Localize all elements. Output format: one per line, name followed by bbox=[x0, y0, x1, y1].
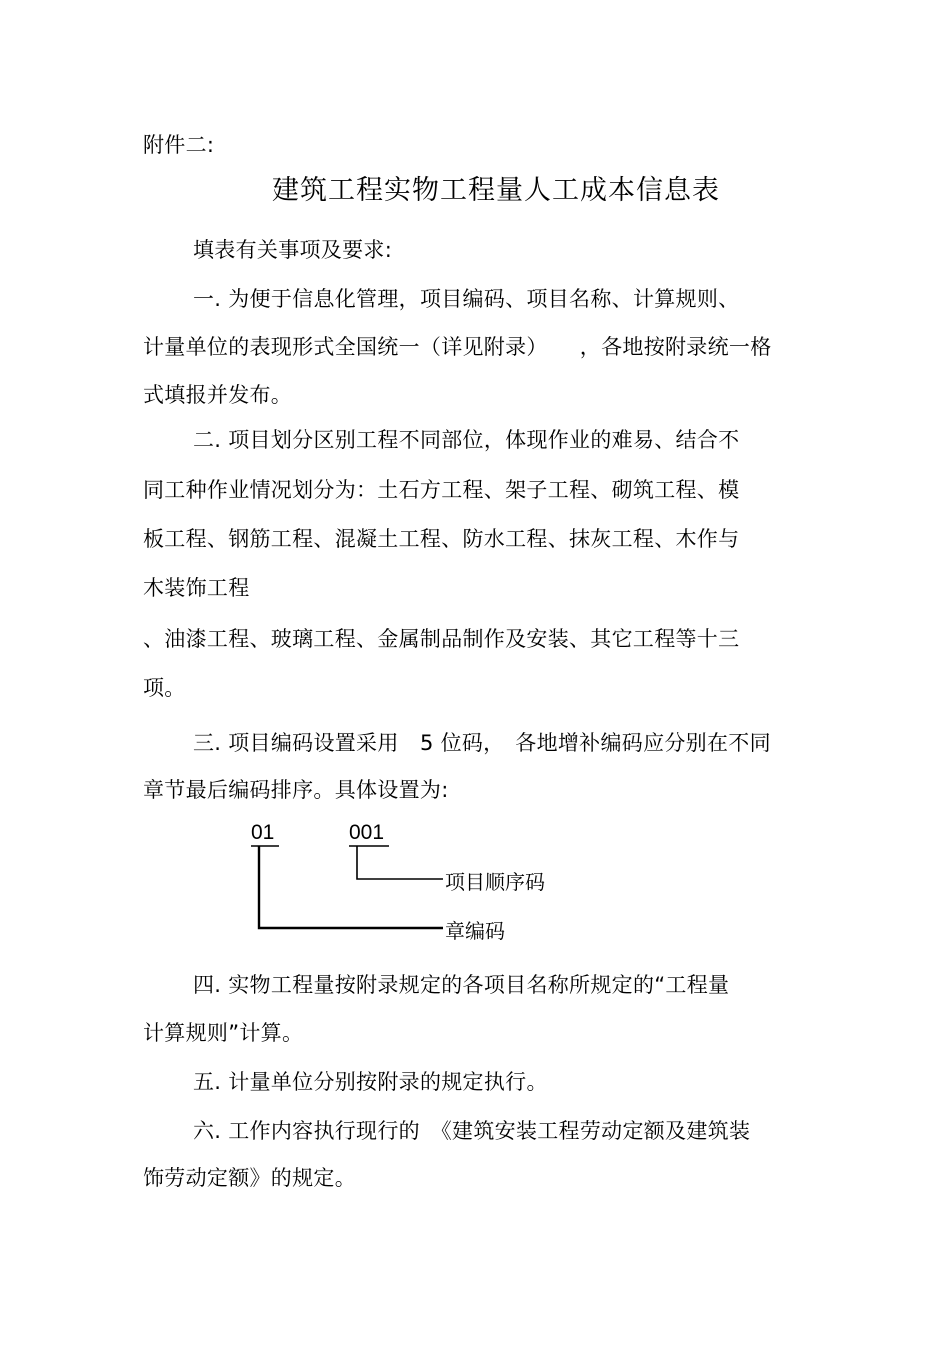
item-6-line-2: 饰劳动定额》的规定。 bbox=[143, 1166, 356, 1190]
item-code-connector bbox=[357, 846, 443, 879]
document-title: 建筑工程实物工程量人工成本信息表 bbox=[272, 175, 720, 206]
chapter-code: 01 bbox=[251, 821, 275, 844]
item-3-line-2: 章节最后编码排序。具体设置为: bbox=[143, 778, 449, 802]
attachment-label: 附件二: bbox=[143, 133, 215, 157]
item-2-line-4: 木装饰工程 bbox=[143, 576, 250, 600]
item-2-line-3: 板工程、钢筋工程、混凝土工程、防水工程、抹灰工程、木作与 bbox=[143, 527, 740, 551]
item-4-line-2: 计算规则”计算。 bbox=[143, 1021, 304, 1045]
item-6-line-1: 六. 工作内容执行现行的 《建筑安装工程劳动定额及建筑装 bbox=[193, 1119, 751, 1143]
item-1-line-2: 计量单位的表现形式全国统一（详见附录） ，各地按附录统一格 bbox=[143, 335, 772, 359]
item-1-line-1: 一. 为便于信息化管理，项目编码、项目名称、计算规则、 bbox=[193, 287, 740, 311]
item-2-line-5: 、油漆工程、玻璃工程、金属制品制作及安装、其它工程等十三 bbox=[143, 627, 740, 651]
item-1-line-3: 式填报并发布。 bbox=[143, 383, 293, 407]
item-2-line-2: 同工种作业情况划分为：土石方工程、架子工程、砌筑工程、模 bbox=[143, 478, 740, 502]
item-2-line-1: 二. 项目划分区别工程不同部位，体现作业的难易、结合不 bbox=[193, 428, 740, 452]
item-code: 001 bbox=[349, 821, 385, 844]
item-3-line-1: 三. 项目编码设置采用 5 位码， 各地增补编码应分别在不同 bbox=[193, 731, 771, 755]
intro-line: 填表有关事项及要求: bbox=[193, 238, 393, 262]
chapter-code-connector bbox=[259, 846, 443, 928]
chapter-code-label: 章编码 bbox=[445, 919, 505, 943]
item-sequence-label: 项目顺序码 bbox=[445, 870, 545, 894]
item-5-line-1: 五. 计量单位分别按附录的规定执行。 bbox=[193, 1070, 548, 1094]
item-2-line-6: 项。 bbox=[143, 676, 186, 700]
item-4-line-1: 四. 实物工程量按附录规定的各项目名称所规定的“工程量 bbox=[193, 973, 730, 997]
